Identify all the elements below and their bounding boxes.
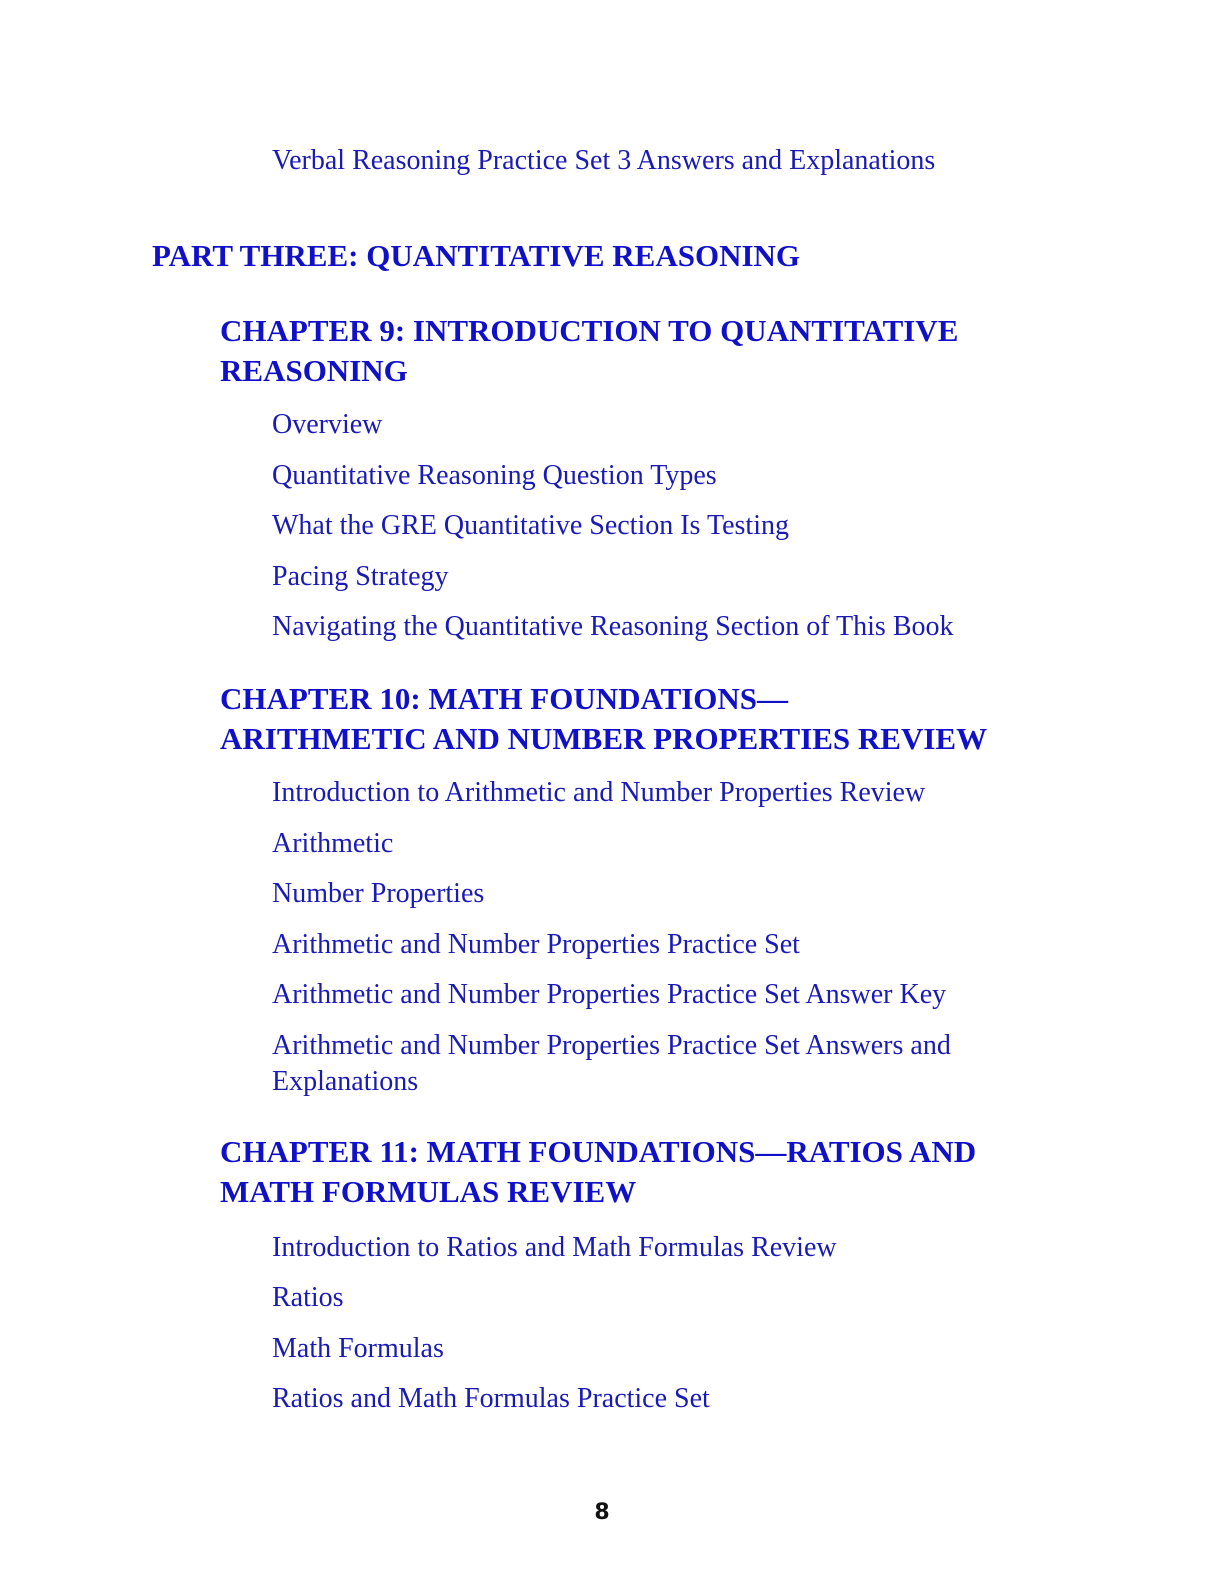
chapter-10-title-line-2: ARITHMETIC AND NUMBER PROPERTIES REVIEW: [220, 721, 988, 756]
toc-entry-arithmetic-answers-explanations[interactable]: Arithmetic and Number Properties Practice Set Answers and: [272, 1030, 951, 1061]
chapter-11-title-line-2: MATH FORMULAS REVIEW: [220, 1174, 637, 1209]
toc-entry-what-gre-tests[interactable]: What the GRE Quantitative Section Is Testing: [272, 510, 789, 541]
toc-entry-ratios-practice-set[interactable]: Ratios and Math Formulas Practice Set: [272, 1383, 710, 1414]
toc-entry-ratios[interactable]: Ratios: [272, 1282, 344, 1313]
toc-entry-arithmetic-answers-explanations-continued[interactable]: Explanations: [272, 1066, 419, 1097]
chapter-11-title-line-1: CHAPTER 11: MATH FOUNDATIONS—RATIOS AND: [220, 1134, 977, 1169]
toc-entry-verbal-practice-set-3-answers[interactable]: Verbal Reasoning Practice Set 3 Answers and Explanations: [272, 145, 936, 176]
chapter-9-title-line-1: CHAPTER 9: INTRODUCTION TO QUANTITATIVE: [220, 313, 959, 348]
toc-entry-arithmetic-answer-key[interactable]: Arithmetic and Number Properties Practice Set Answer Key: [272, 979, 947, 1010]
toc-entry-navigating-section[interactable]: Navigating the Quantitative Reasoning Section of This Book: [272, 611, 954, 642]
toc-entry-overview[interactable]: Overview: [272, 409, 383, 440]
toc-entry-arithmetic-practice-set[interactable]: Arithmetic and Number Properties Practice Set: [272, 929, 800, 960]
chapter-10-title-line-1: CHAPTER 10: MATH FOUNDATIONS—: [220, 681, 789, 716]
toc-entry-intro-arithmetic[interactable]: Introduction to Arithmetic and Number Properties Review: [272, 777, 926, 808]
chapter-10-heading[interactable]: [220, 679, 987, 759]
toc-entry-intro-ratios[interactable]: Introduction to Ratios and Math Formulas Review: [272, 1232, 837, 1263]
toc-entry-number-properties[interactable]: Number Properties: [272, 878, 485, 909]
toc-entry-math-formulas[interactable]: Math Formulas: [272, 1333, 444, 1364]
chapter-9-heading[interactable]: [220, 311, 958, 391]
toc-entry-pacing-strategy[interactable]: Pacing Strategy: [272, 561, 449, 592]
toc-entry-question-types[interactable]: Quantitative Reasoning Question Types: [272, 460, 717, 491]
chapter-11-heading[interactable]: [220, 1132, 976, 1212]
page-number: 8: [594, 1500, 610, 1525]
chapter-9-title-line-2: REASONING: [220, 353, 408, 388]
part-three-heading[interactable]: PART THREE: QUANTITATIVE REASONING: [152, 238, 801, 273]
toc-entry-arithmetic[interactable]: Arithmetic: [272, 828, 394, 859]
